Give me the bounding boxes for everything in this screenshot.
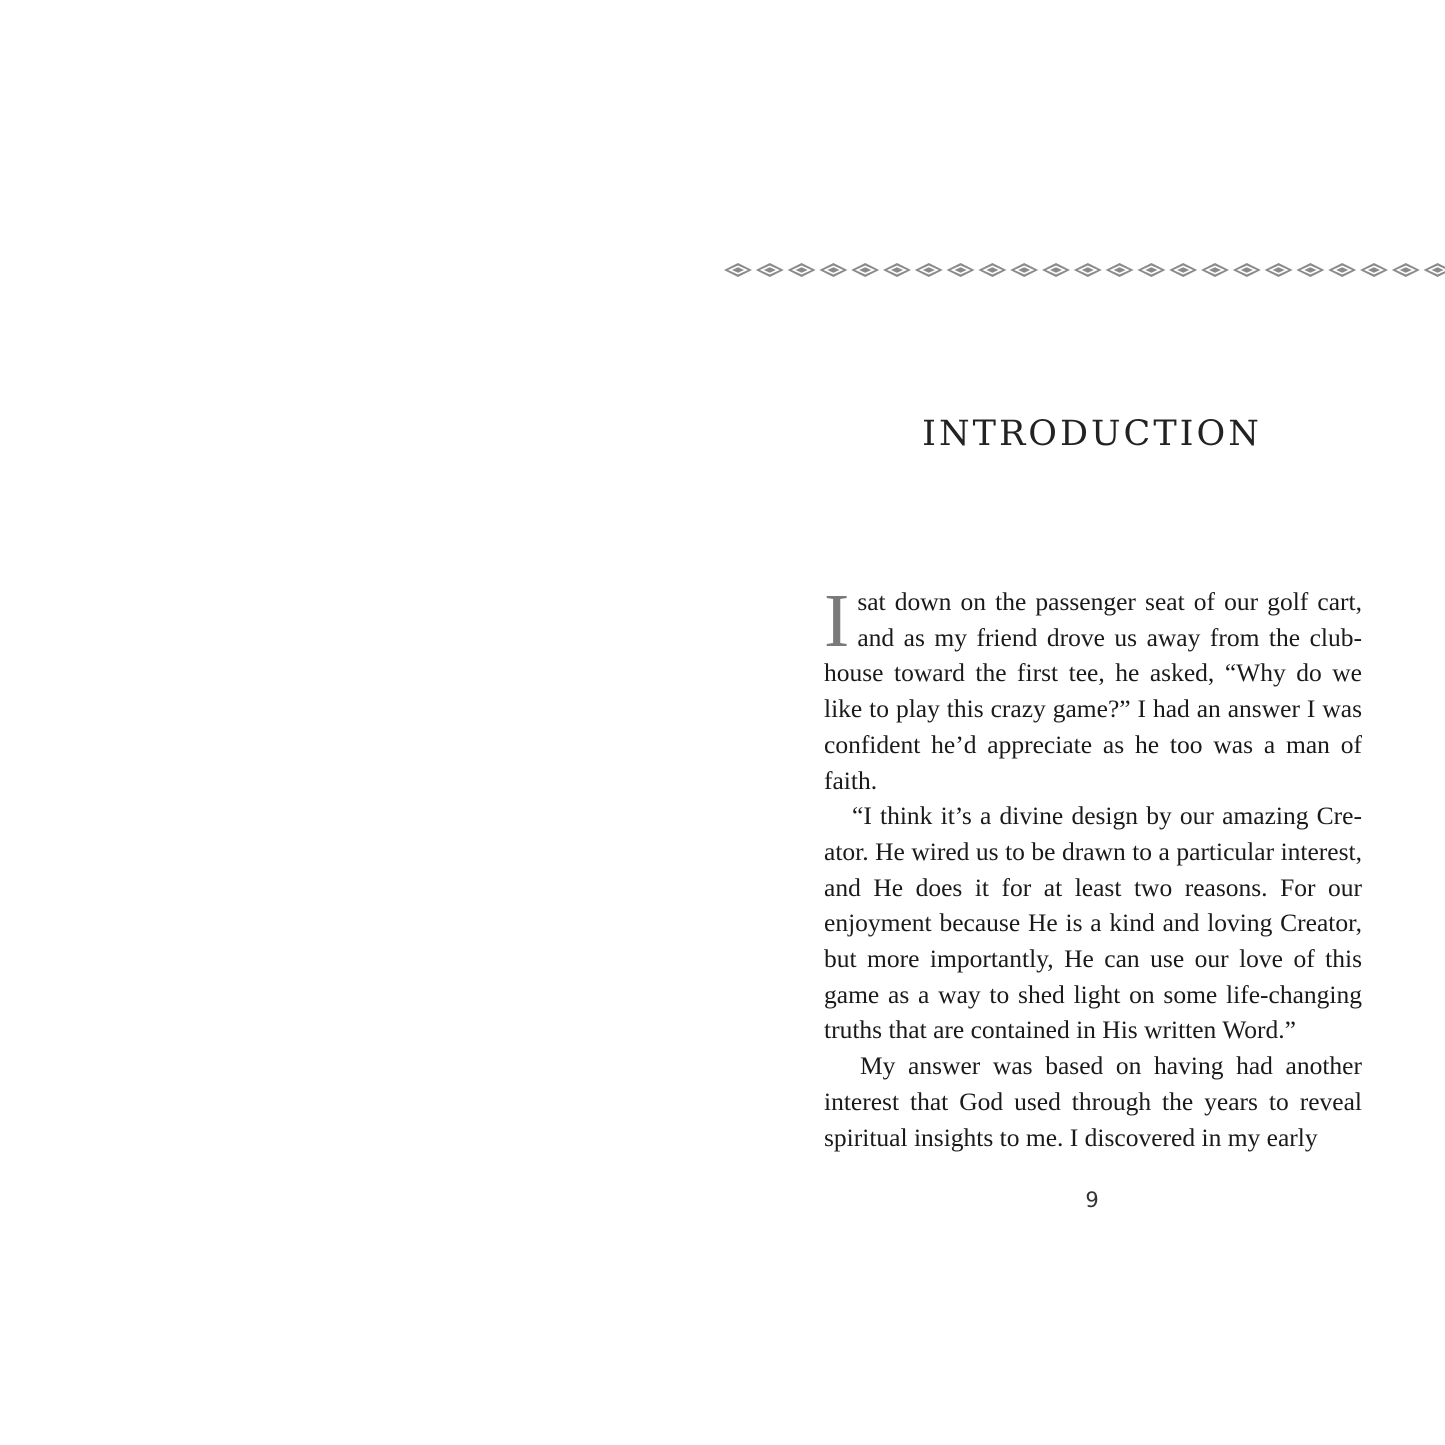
- diamond-motif: [947, 263, 975, 277]
- diamond-motif: [1233, 263, 1261, 277]
- chapter-title: INTRODUCTION: [922, 414, 1262, 454]
- diamond-motif: [1106, 263, 1134, 277]
- diamond-border-ornament: [722, 258, 1445, 282]
- diamond-motif: [1296, 263, 1324, 277]
- right-page: [722, 0, 1445, 1445]
- diamond-motif: [978, 263, 1006, 277]
- diamond-motif: [756, 263, 784, 277]
- left-page-blank: [0, 0, 722, 1445]
- diamond-motif: [883, 263, 911, 277]
- paragraph-2: “I think it’s a divine design by our amazing Creator. He wired us to be drawn to a particular interest, and He does it for at least two reasons. For our enjoyment because He is a kind and loving Creator, but more importantly, He can use our love of this game as a way to shed light on some life-changing truths that are contained in His written Word.”: [824, 801, 1362, 1045]
- diamond-motif: [788, 263, 816, 277]
- paragraph-1-text: sat down on the passenger seat of our golf cart, and as my friend drove us away from the clubhouse toward the first tee, he asked, “Why do we like to play this crazy game?” I had an answer I was confident he’d appreciate as he too was a man of faith.: [824, 587, 1362, 795]
- diamond-motif: [819, 263, 847, 277]
- paragraph-3: My answer was based on having had another interest that God used through the years to reveal spiritual insights to me. I discovered in my early: [824, 1051, 1362, 1152]
- diamond-motif: [1328, 263, 1356, 277]
- diamond-motif: [851, 263, 879, 277]
- chapter-body: [824, 579, 1362, 1155]
- paragraph-1: [824, 579, 1362, 798]
- diamond-motif: [915, 263, 943, 277]
- diamond-motif: [1360, 263, 1388, 277]
- drop-cap: I: [824, 579, 850, 663]
- diamond-motif: [724, 263, 752, 277]
- diamond-motif: [1074, 263, 1102, 277]
- diamond-motif: [1424, 263, 1445, 277]
- page-number: 9: [1085, 1188, 1099, 1212]
- diamond-motif: [1392, 263, 1420, 277]
- diamond-motif: [1169, 263, 1197, 277]
- diamond-motif: [1042, 263, 1070, 277]
- diamond-motif: [1265, 263, 1293, 277]
- diamond-motif: [1201, 263, 1229, 277]
- diamond-motif: [1010, 263, 1038, 277]
- diamond-motif: [1137, 263, 1165, 277]
